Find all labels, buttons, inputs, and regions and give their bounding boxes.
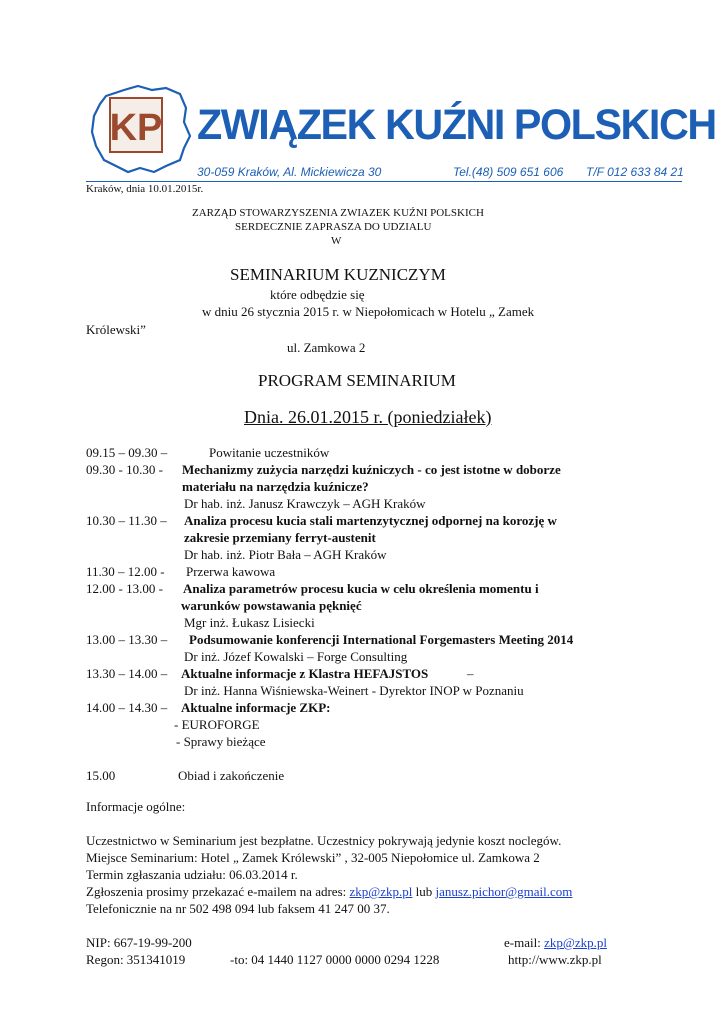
agenda-speaker: Dr inż. Hanna Wiśniewska-Weinert - Dyrektor INOP w Poznaniu [184, 683, 524, 698]
footer-email [504, 935, 607, 951]
program-title: PROGRAM SEMINARIUM [258, 371, 456, 390]
agenda-item-title: Podsumowanie konferencji International Forgemasters Meeting 2014 [189, 632, 574, 647]
date-line: Kraków, dnia 10.01.2015r. [86, 183, 204, 195]
agenda-item-title: materiału na narzędzia kuźnicze? [182, 479, 369, 494]
agenda-item-dash: – [467, 666, 474, 681]
agenda-speaker: Dr hab. inż. Piotr Bała – AGH Kraków [184, 547, 387, 562]
footer-regon: Regon: 351341019 [86, 952, 186, 967]
invite-line-2: SERDECZNIE ZAPRASZA DO UDZIALU [235, 221, 432, 233]
agenda-time: 13.30 – 14.00 – [86, 666, 168, 681]
agenda-time: 15.00 [86, 768, 116, 783]
poland-map-logo-icon [86, 82, 194, 178]
logo-text: KP [109, 107, 163, 149]
email-link-zkp[interactable]: zkp@zkp.pl [349, 884, 413, 899]
agenda-time: 11.30 – 12.00 - [86, 564, 165, 579]
agenda-item-title: warunków powstawania pęknięć [181, 598, 362, 613]
seminar-title: SEMINARIUM KUZNICZYM [230, 265, 446, 284]
invite-line-3: W [331, 235, 342, 247]
info-line-5: Telefonicznie na nr 502 498 094 lub faksem 41 247 00 37. [86, 901, 390, 916]
agenda-item-title: Aktualne informacje ZKP: [181, 700, 331, 715]
agenda-time: 10.30 – 11.30 – [86, 513, 167, 528]
info-line-4-mid: lub [415, 884, 433, 899]
agenda-time: 09.30 - 10.30 - [86, 462, 163, 477]
organization-title: ZWIĄZEK KUŹNI POLSKICH [197, 101, 716, 149]
agenda-time: 14.00 – 14.30 – [86, 700, 168, 715]
agenda-item-title: Analiza procesu kucia stali martenzytycznej odpornej na korozję w [184, 513, 557, 528]
agenda-speaker: Dr hab. inż. Janusz Krawczyk – AGH Kraków [184, 496, 426, 511]
info-line-2: Miejsce Seminarium: Hotel „ Zamek Królewski” , 32-005 Niepołomice ul. Zamkowa 2 [86, 850, 540, 865]
agenda-item-title: Obiad i zakończenie [178, 768, 285, 783]
agenda-time: 13.00 – 13.30 – [86, 632, 168, 647]
agenda-item-title: zakresie przemiany ferryt-austenit [184, 530, 376, 545]
info-line-1: Uczestnictwo w Seminarium jest bezpłatne. Uczestnicy pokrywają jedynie koszt noclegów. [86, 833, 562, 848]
seminar-line-3: Królewski” [86, 322, 146, 337]
agenda-subitem: - Sprawy bieżące [176, 734, 266, 749]
footer-email-link[interactable]: zkp@zkp.pl [544, 935, 607, 950]
agenda-subitem: - EUROFORGE [174, 717, 260, 732]
agenda-item-title: Powitanie uczestników [209, 445, 330, 460]
agenda-item-title: Przerwa kawowa [186, 564, 276, 579]
agenda-speaker: Dr inż. Józef Kowalski – Forge Consulting [184, 649, 408, 664]
agenda-time: 12.00 - 13.00 - [86, 581, 163, 596]
header-phone: Tel.(48) 509 651 606 [453, 165, 564, 179]
agenda-speaker: Mgr inż. Łukasz Lisiecki [184, 615, 315, 630]
info-heading: Informacje ogólne: [86, 799, 186, 814]
agenda-item-title: Aktualne informacje z Klastra HEFAJSTOS [181, 666, 429, 681]
seminar-address: ul. Zamkowa 2 [287, 340, 366, 355]
info-line-4 [86, 884, 572, 900]
footer-nip: NIP: 667-19-99-200 [86, 935, 192, 950]
email-link-pichor[interactable]: janusz.pichor@gmail.com [435, 884, 573, 899]
header-address: 30-059 Kraków, Al. Mickiewicza 30 [197, 165, 382, 179]
header-fax: T/F 012 633 84 21 [586, 165, 684, 179]
agenda-item-title: Mechanizmy zużycia narzędzi kuźniczych - co jest istotne w doborze [182, 462, 561, 477]
seminar-line-1: które odbędzie się [270, 287, 365, 302]
header-divider [86, 181, 682, 182]
program-date: Dnia. 26.01.2015 r. (poniedziałek) [244, 407, 492, 427]
footer-email-label: e-mail: [504, 935, 541, 950]
info-line-4-prefix: Zgłoszenia prosimy przekazać e-mailem na adres: [86, 884, 347, 899]
invite-line-1: ZARZĄD STOWARZYSZENIA ZWIAZEK KUŹNI POLSKICH [192, 207, 484, 219]
footer-account: -to: 04 1440 1127 0000 0000 0294 1228 [230, 952, 440, 967]
info-line-3: Termin zgłaszania udziału: 06.03.2014 r. [86, 867, 298, 882]
seminar-line-2: w dniu 26 stycznia 2015 r. w Niepołomicach w Hotelu „ Zamek [202, 304, 535, 319]
agenda-item-title: Analiza parametrów procesu kucia w celu określenia momentu i [183, 581, 539, 596]
agenda-time: 09.15 – 09.30 – [86, 445, 168, 460]
footer-website[interactable]: http://www.zkp.pl [508, 952, 602, 967]
